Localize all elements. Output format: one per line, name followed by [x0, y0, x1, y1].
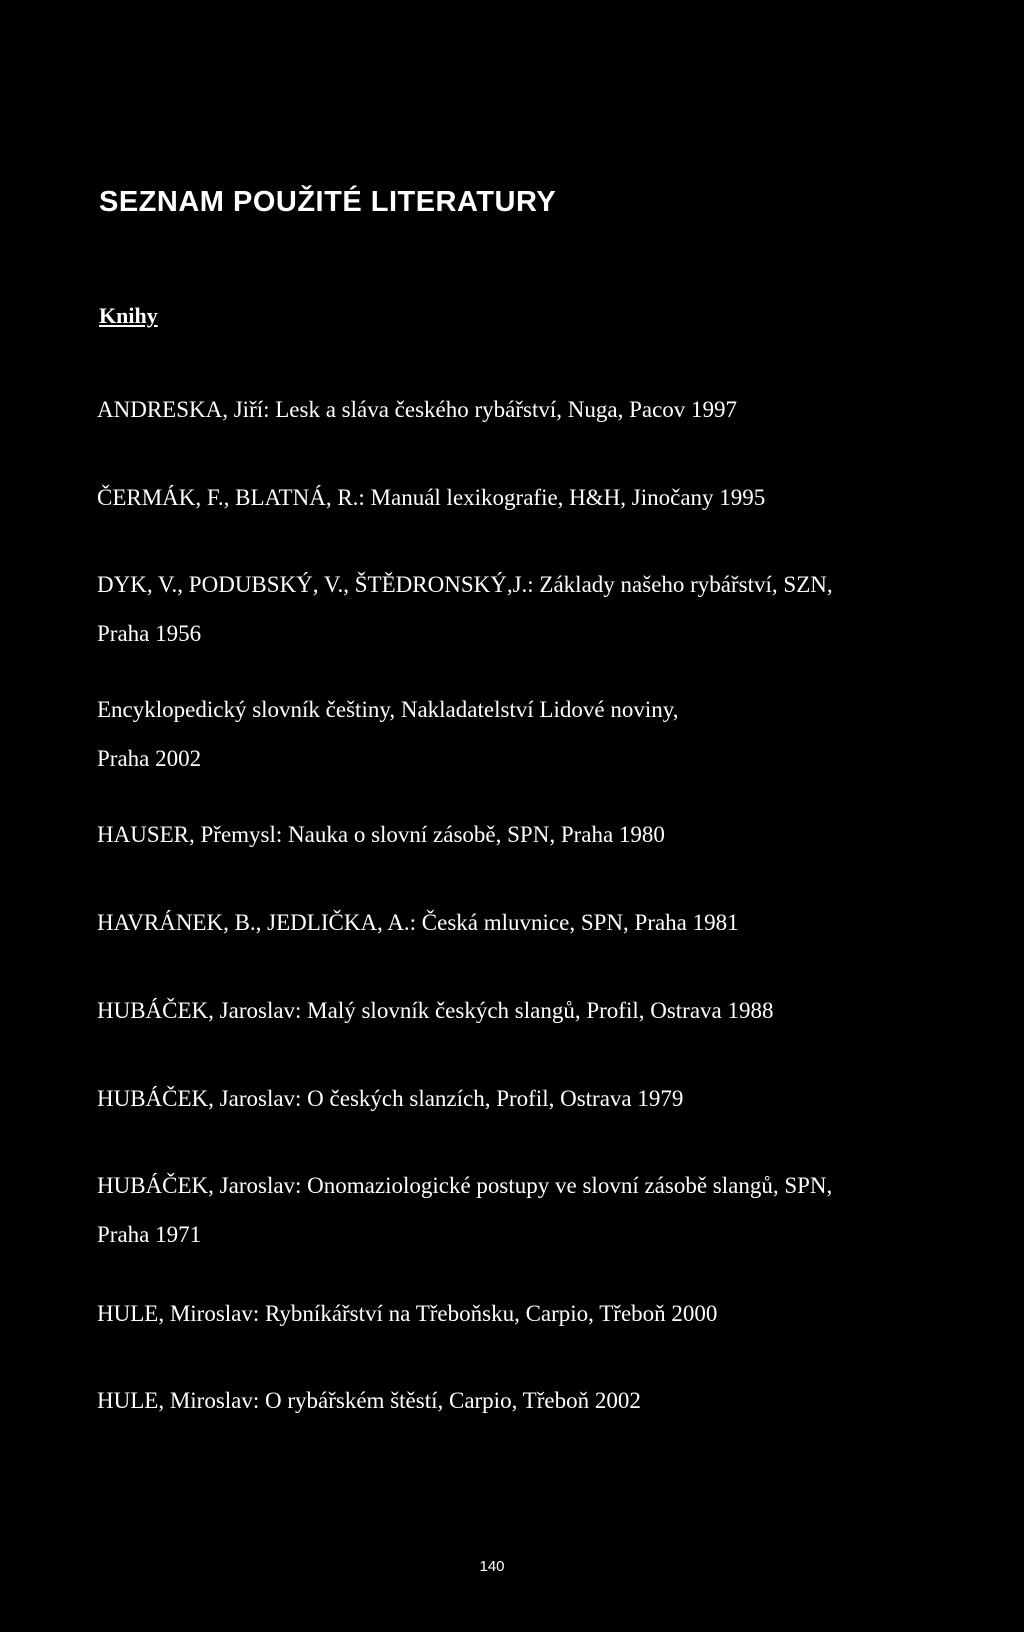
reference-text: HULE, Miroslav: O rybářském štěstí, Carpio, Třeboň 2002: [97, 1388, 641, 1413]
reference-text-line2: Praha 1971: [97, 1222, 202, 1247]
reference-text: HAVRÁNEK, B., JEDLIČKA, A.: Česká mluvnice, SPN, Praha 1981: [97, 910, 739, 935]
reference-item: [97, 385, 957, 434]
reference-item: [97, 986, 957, 1035]
reference-item: [97, 685, 957, 783]
reference-item: [97, 1161, 957, 1259]
reference-item: [97, 1289, 957, 1338]
page-title: SEZNAM POUŽITÉ LITERATURY: [99, 186, 557, 218]
reference-item: [97, 898, 957, 947]
reference-item: [97, 810, 957, 859]
reference-text-line1: Encyklopedický slovník češtiny, Nakladatelství Lidové noviny,: [97, 697, 679, 722]
reference-text: ANDRESKA, Jiří: Lesk a sláva českého rybářství, Nuga, Pacov 1997: [97, 397, 738, 422]
reference-item: [97, 1074, 957, 1123]
reference-text: HUBÁČEK, Jaroslav: Malý slovník českých slangů, Profil, Ostrava 1988: [97, 998, 774, 1023]
reference-text: ČERMÁK, F., BLATNÁ, R.: Manuál lexikografie, H&H, Jinočany 1995: [97, 485, 766, 510]
reference-text-line1: DYK, V., PODUBSKÝ, V., ŠTĚDRONSKÝ,J.: Základy našeho rybářství, SZN,: [97, 572, 833, 597]
reference-text-line1: HUBÁČEK, Jaroslav: Onomaziologické postupy ve slovní zásobě slangů, SPN,: [97, 1173, 833, 1198]
section-label-books: Knihy: [99, 303, 158, 328]
reference-text-line2: Praha 1956: [97, 621, 202, 646]
reference-item: [97, 560, 957, 658]
reference-text: HULE, Miroslav: Rybníkářství na Třeboňsku, Carpio, Třeboň 2000: [97, 1301, 718, 1326]
reference-text: HUBÁČEK, Jaroslav: O českých slanzích, Profil, Ostrava 1979: [97, 1086, 684, 1111]
reference-item: [97, 473, 957, 522]
reference-text: HAUSER, Přemysl: Nauka o slovní zásobě, SPN, Praha 1980: [97, 822, 665, 847]
page-number: 140: [479, 1558, 505, 1575]
reference-text-line2: Praha 2002: [97, 746, 202, 771]
reference-item: [97, 1376, 957, 1425]
